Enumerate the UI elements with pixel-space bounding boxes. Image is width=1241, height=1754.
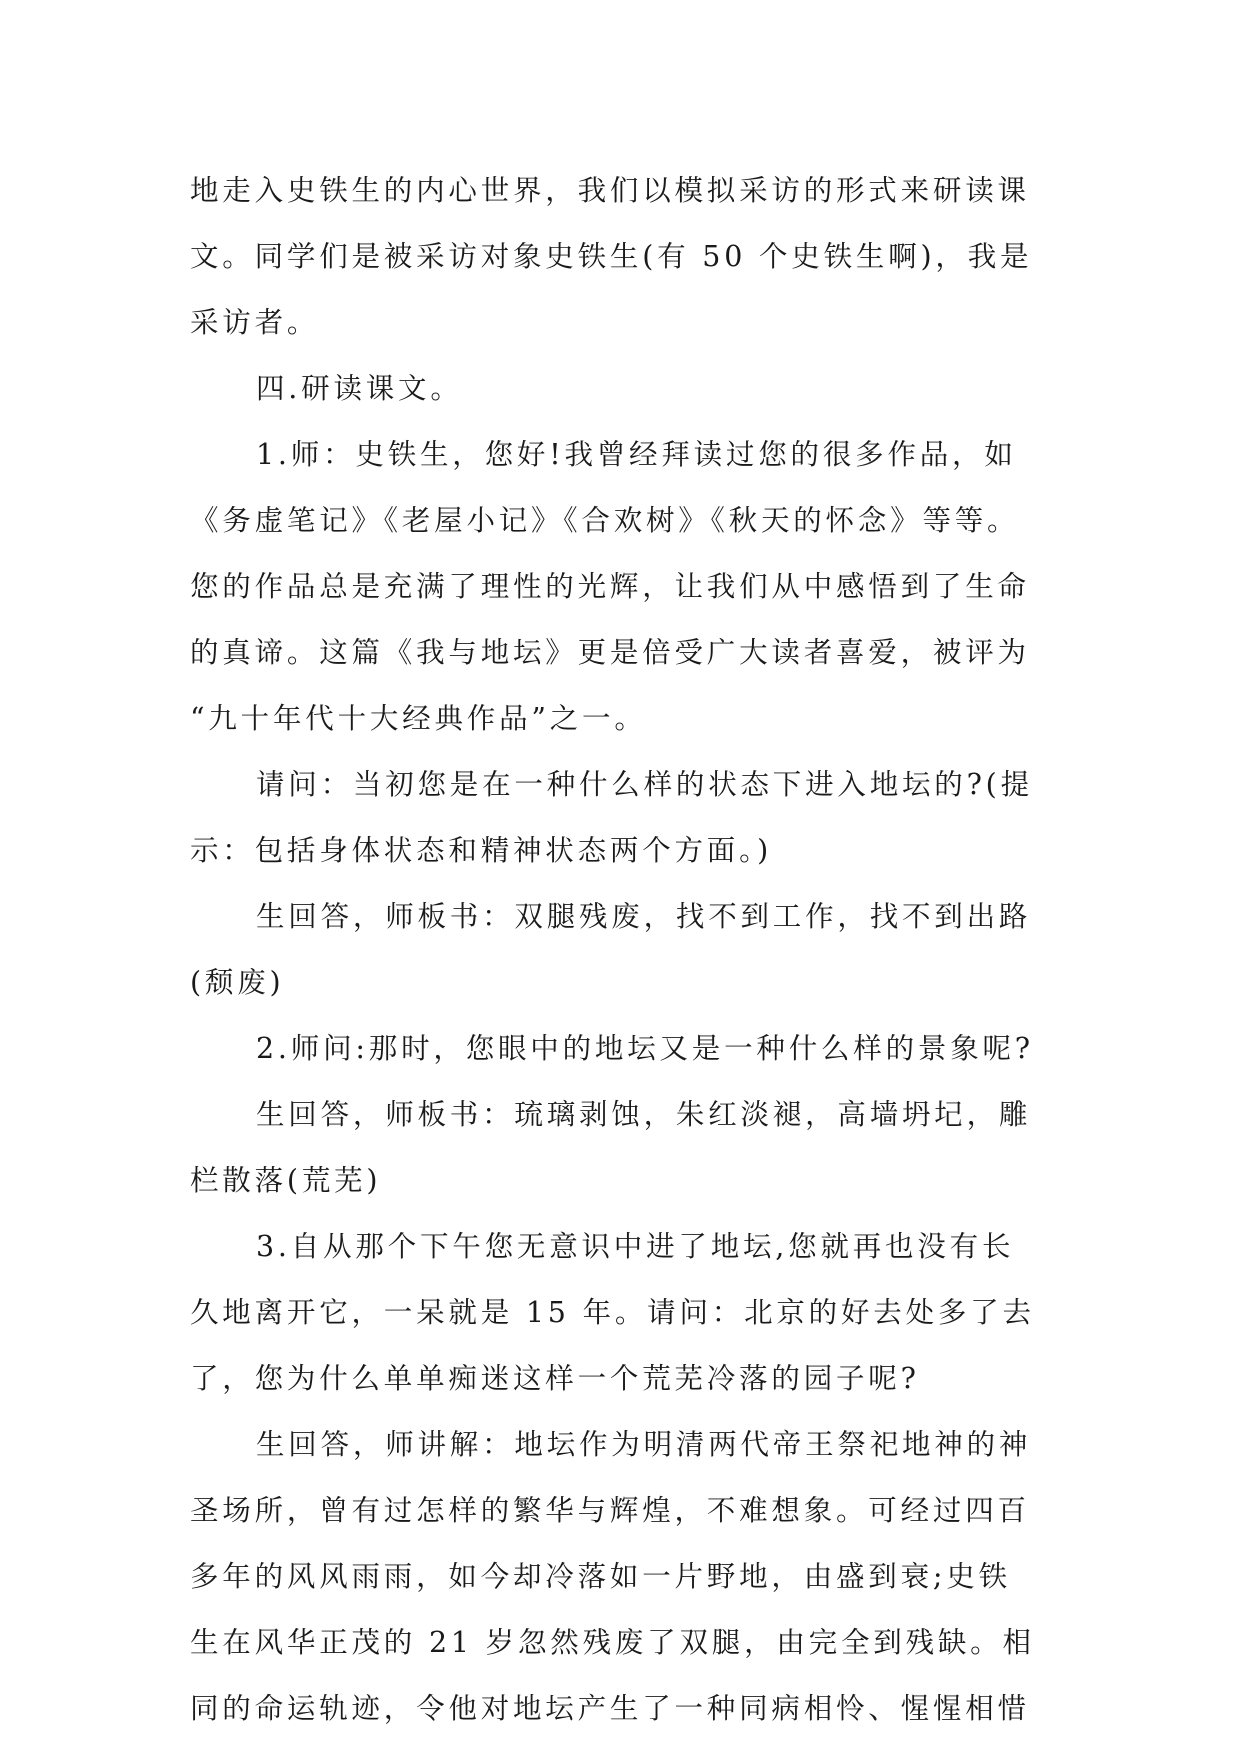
section-heading: 四.研读课文。 bbox=[256, 372, 463, 405]
text-line: 生在风华正茂的 21 岁忽然残废了双腿，由完全到残缺。相 bbox=[190, 1626, 1035, 1659]
text-line: 的真谛。这篇《我与地坛》更是倍受广大读者喜爱，被评为 bbox=[190, 636, 1030, 669]
document-body bbox=[190, 158, 1058, 1742]
text-line: (颓废) bbox=[190, 966, 285, 999]
text-line: “九十年代十大经典作品”之一。 bbox=[190, 702, 647, 735]
text-line: 生回答，师板书：双腿残废，找不到工作，找不到出路 bbox=[256, 900, 1032, 933]
text-line: 2.师问:那时，您眼中的地坛又是一种什么样的景象呢? bbox=[256, 1032, 1034, 1065]
text-line: 采访者。 bbox=[190, 306, 320, 339]
text-line: 《务虚笔记》《老屋小记》《合欢树》《秋天的怀念》等等。 bbox=[190, 504, 1020, 537]
text-line: 了，您为什么单单痴迷这样一个荒芜冷落的园子呢? bbox=[190, 1362, 920, 1395]
text-line: 生回答，师讲解：地坛作为明清两代帝王祭祀地神的神 bbox=[256, 1428, 1032, 1461]
text-line: 地走入史铁生的内心世界，我们以模拟采访的形式来研读课 bbox=[190, 174, 1030, 207]
text-line: 久地离开它，一呆就是 15 年。请问：北京的好去处多了去 bbox=[190, 1296, 1035, 1329]
text-line: 多年的风风雨雨，如今却冷落如一片野地，由盛到衰;史铁 bbox=[190, 1560, 1011, 1593]
text-line: 圣场所，曾有过怎样的繁华与辉煌，不难想象。可经过四百 bbox=[190, 1494, 1030, 1527]
text-line: 1.师：史铁生，您好!我曾经拜读过您的很多作品，如 bbox=[256, 438, 1017, 471]
text-line: 请问：当初您是在一种什么样的状态下进入地坛的?(提 bbox=[256, 768, 1033, 801]
text-line: 3.自从那个下午您无意识中进了地坛,您就再也没有长 bbox=[256, 1230, 1015, 1263]
text-line: 栏散落(荒芜) bbox=[190, 1164, 382, 1197]
text-line: 您的作品总是充满了理性的光辉，让我们从中感悟到了生命 bbox=[190, 570, 1030, 603]
text-line: 同的命运轨迹，令他对地坛产生了一种同病相怜、惺惺相惜 bbox=[190, 1692, 1030, 1725]
text-line: 生回答，师板书：琉璃剥蚀，朱红淡褪，高墙坍圮，雕 bbox=[256, 1098, 1032, 1131]
text-line: 文。同学们是被采访对象史铁生(有 50 个史铁生啊)，我是 bbox=[190, 240, 1033, 273]
text-line: 示：包括身体状态和精神状态两个方面。) bbox=[190, 834, 773, 867]
